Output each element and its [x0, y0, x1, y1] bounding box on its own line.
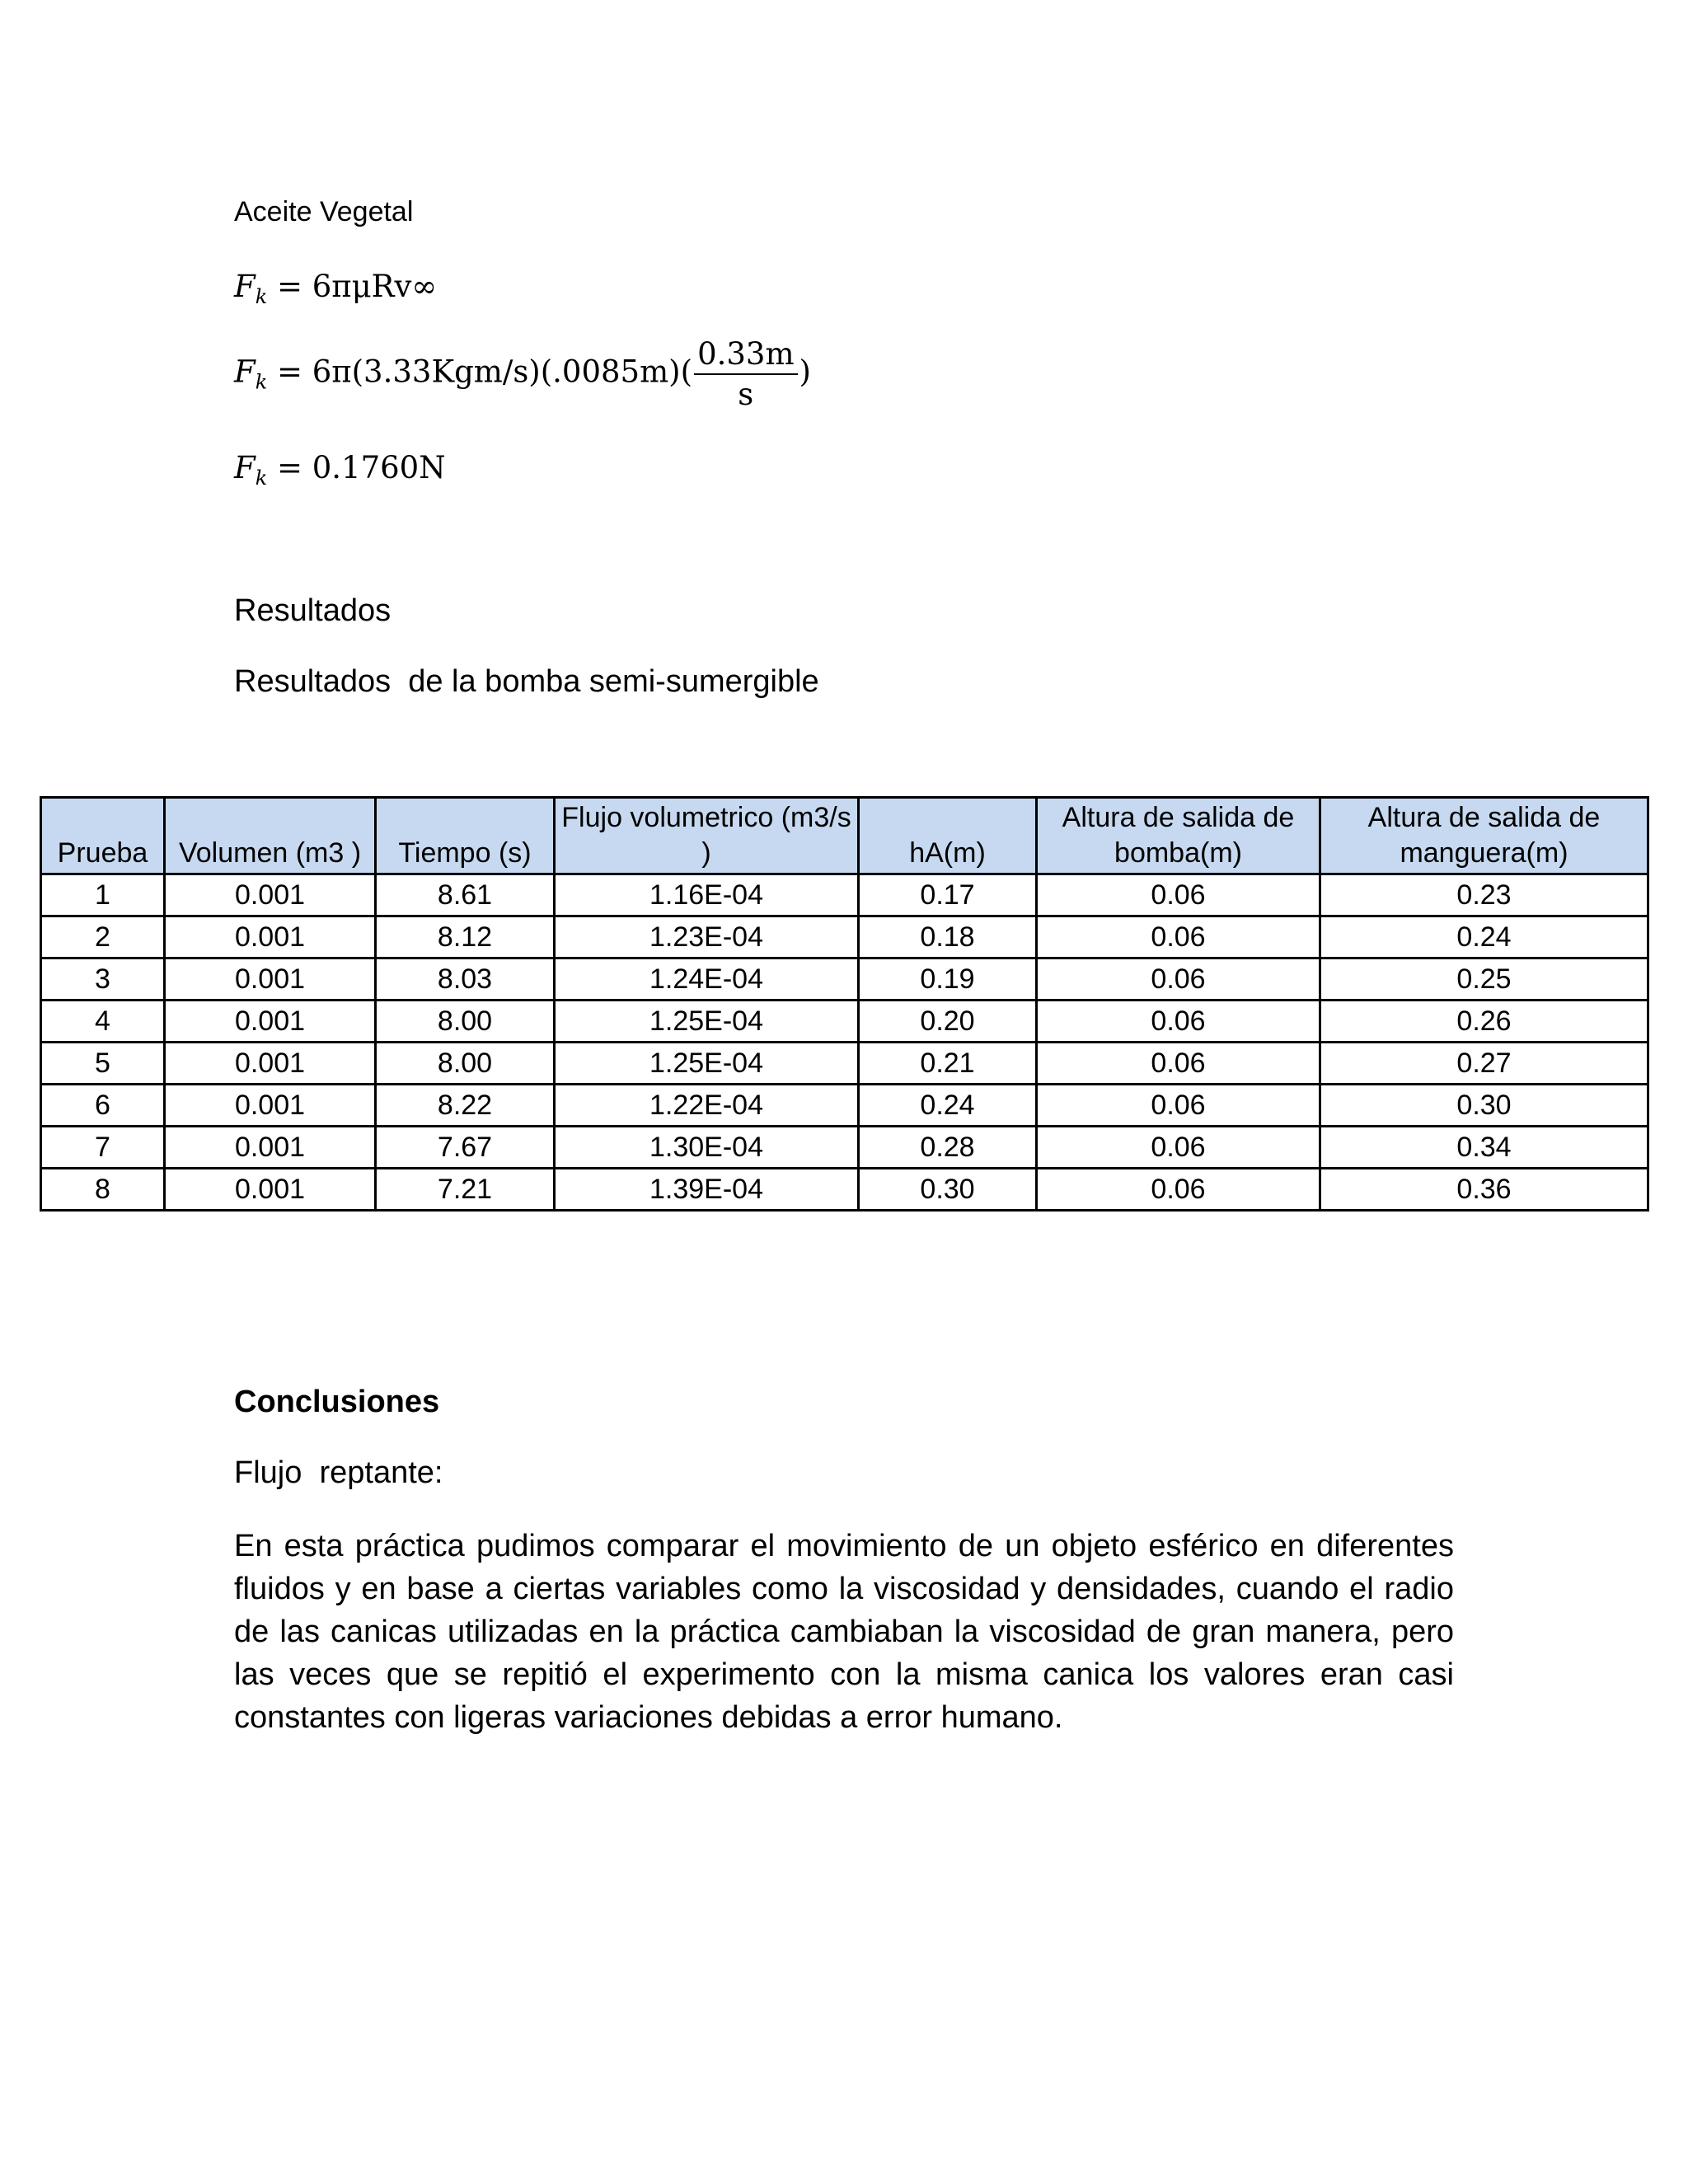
table-cell: 0.24 [859, 1085, 1037, 1127]
table-cell: 0.30 [859, 1169, 1037, 1211]
table-cell: 0.06 [1037, 916, 1320, 958]
table-cell: 5 [41, 1043, 165, 1085]
section-label-aceite-vegetal: Aceite Vegetal [234, 196, 414, 227]
table-cell: 0.06 [1037, 874, 1320, 916]
table-cell: 1.24E-04 [555, 958, 859, 1001]
table-cell: 7.21 [376, 1169, 555, 1211]
fraction-numerator: 0.33m [694, 336, 797, 375]
results-subheading: Resultados de la bomba semi-sumergible [234, 664, 819, 699]
table-cell: 0.001 [165, 1001, 376, 1043]
table-cell: 0.28 [859, 1127, 1037, 1169]
formula-subscript: k [255, 466, 268, 490]
table-cell: 0.001 [165, 1127, 376, 1169]
table-cell: 0.20 [859, 1001, 1037, 1043]
table-cell: 0.06 [1037, 1169, 1320, 1211]
formula-stokes-substituted [234, 336, 811, 412]
table-cell: 0.27 [1320, 1043, 1648, 1085]
table-row [41, 1127, 1648, 1169]
table-cell: 1 [41, 874, 165, 916]
table-cell: 0.06 [1037, 1043, 1320, 1085]
formula-rhs-start: = 6π(3.33Kgm/s)(.0085m)( [277, 354, 693, 390]
table-row [41, 958, 1648, 1001]
table-cell: 4 [41, 1001, 165, 1043]
table-cell: 6 [41, 1085, 165, 1127]
table-cell: 8.00 [376, 1001, 555, 1043]
table-cell: 0.18 [859, 916, 1037, 958]
table-row [41, 1085, 1648, 1127]
table-cell: 0.001 [165, 916, 376, 958]
table-cell: 0.19 [859, 958, 1037, 1001]
table-header-row [41, 798, 1648, 874]
table-cell: 0.30 [1320, 1085, 1648, 1127]
fraction-denominator: s [738, 377, 754, 412]
formula-rhs-end: ) [799, 354, 811, 390]
header-flujo-volumetrico: Flujo volumetrico (m3/s ) [555, 798, 859, 874]
header-altura-bomba: Altura de salida de bomba(m) [1037, 798, 1320, 874]
table-cell: 1.25E-04 [555, 1001, 859, 1043]
table-cell: 0.06 [1037, 1001, 1320, 1043]
table-cell: 7.67 [376, 1127, 555, 1169]
table-cell: 3 [41, 958, 165, 1001]
formula-subscript: k [255, 370, 268, 394]
table-cell: 1.23E-04 [555, 916, 859, 958]
table-cell: 0.24 [1320, 916, 1648, 958]
table-cell: 8.12 [376, 916, 555, 958]
formula-fraction [694, 336, 797, 412]
formula-rhs: = 0.1760N [277, 450, 446, 485]
results-heading: Resultados [234, 593, 392, 628]
formula-lhs: F [234, 450, 256, 485]
header-altura-manguera: Altura de salida de manguera(m) [1320, 798, 1648, 874]
table-cell: 8.22 [376, 1085, 555, 1127]
table-row [41, 1169, 1648, 1211]
formula-stokes-general [234, 269, 437, 308]
table-cell: 0.001 [165, 874, 376, 916]
header-volumen: Volumen (m3 ) [165, 798, 376, 874]
results-table [40, 796, 1649, 1212]
table-cell: 0.001 [165, 1169, 376, 1211]
table-cell: 0.23 [1320, 874, 1648, 916]
table-cell: 1.22E-04 [555, 1085, 859, 1127]
table-cell: 2 [41, 916, 165, 958]
header-ha: hA(m) [859, 798, 1037, 874]
table-row [41, 1001, 1648, 1043]
table-cell: 8.00 [376, 1043, 555, 1085]
formula-rhs: = 6πμRv∞ [277, 269, 438, 304]
table-cell: 0.06 [1037, 958, 1320, 1001]
header-prueba: Prueba [41, 798, 165, 874]
table-cell: 0.001 [165, 1043, 376, 1085]
conclusions-heading: Conclusiones [234, 1385, 440, 1419]
table-cell: 8 [41, 1169, 165, 1211]
table-row [41, 1043, 1648, 1085]
table-cell: 0.26 [1320, 1001, 1648, 1043]
table-cell: 0.34 [1320, 1127, 1648, 1169]
table-cell: 0.21 [859, 1043, 1037, 1085]
conclusions-paragraph: En esta práctica pudimos comparar el movimiento de un objeto esférico en diferentes fluidos y en base a ciertas variables como la viscosidad y densidades, cuando el radio de las canicas utilizadas en la práctica cambiaban la viscosidad de gran manera, pero las veces que se repitió el experimento con la misma canica los valores eran casi constantes con ligeras variaciones debidas a error humano. [234, 1529, 1454, 1735]
table-cell: 1.16E-04 [555, 874, 859, 916]
table-row [41, 916, 1648, 958]
formula-subscript: k [255, 285, 268, 308]
table-cell: 7 [41, 1127, 165, 1169]
table-cell: 8.03 [376, 958, 555, 1001]
table-cell: 1.30E-04 [555, 1127, 859, 1169]
table-cell: 0.001 [165, 958, 376, 1001]
table-cell: 0.06 [1037, 1127, 1320, 1169]
formula-lhs: F [234, 269, 256, 304]
table-cell: 8.61 [376, 874, 555, 916]
table-cell: 0.17 [859, 874, 1037, 916]
formula-lhs: F [234, 354, 256, 390]
header-tiempo: Tiempo (s) [376, 798, 555, 874]
formula-stokes-result [234, 450, 446, 490]
conclusions-subheading: Flujo reptante: [234, 1455, 443, 1490]
table-cell: 0.001 [165, 1085, 376, 1127]
table-cell: 1.39E-04 [555, 1169, 859, 1211]
table-row [41, 874, 1648, 916]
table-cell: 0.25 [1320, 958, 1648, 1001]
table-cell: 0.36 [1320, 1169, 1648, 1211]
table-cell: 0.06 [1037, 1085, 1320, 1127]
table-cell: 1.25E-04 [555, 1043, 859, 1085]
